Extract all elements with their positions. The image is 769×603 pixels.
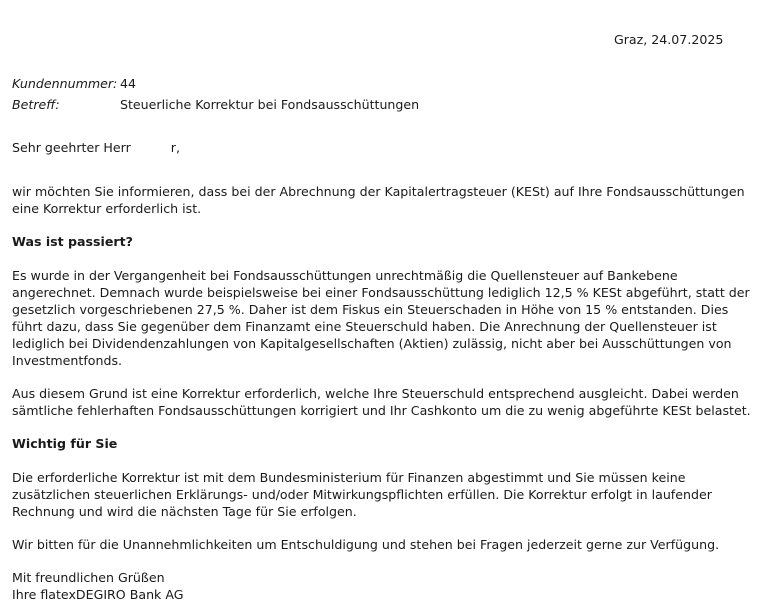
letter-body [12, 183, 752, 603]
customer-number-row [12, 73, 419, 94]
section-heading-important: Wichtig für Sie [12, 436, 118, 451]
subject-value: Steuerliche Korrektur bei Fondsausschüttungen [120, 97, 420, 112]
closing-signature: Ihre flatexDEGIRO Bank AG [12, 587, 184, 602]
salutation-prefix: Sehr geehrter Herr [12, 140, 131, 155]
intro-paragraph: wir möchten Sie informieren, dass bei der Abrechnung der Kapitalertragsteuer (KESt) auf Ihre Fondsausschüttungen eine Korrektur erforderlich ist. [12, 184, 745, 216]
subject-label: Betreff: [12, 97, 60, 112]
subject-row [12, 94, 419, 115]
section-heading-what-happened: Was ist passiert? [12, 234, 133, 249]
closing-greeting: Mit freundlichen Grüßen [12, 570, 165, 585]
closing-block [12, 569, 752, 603]
paragraph-correction: Aus diesem Grund ist eine Korrektur erforderlich, welche Ihre Steuerschuld entsprechend ausgleicht. Dabei werden sämtliche fehlerhaften Fondsausschüttungen korrigiert und Ihr Cashkonto um die zu wenig abgeführte KESt belastet. [12, 386, 751, 418]
letter-meta [12, 73, 419, 115]
place-date: Graz, 24.07.2025 [614, 32, 724, 47]
paragraph-explanation: Es wurde in der Vergangenheit bei Fondsausschüttungen unrechtmäßig die Quellensteuer auf Bankebene angerechnet. Demnach wurde beispielsweise bei einer Fondsausschüttung lediglich 12,5 % KESt abgeführt, statt der gesetzlich vorgeschriebenen 27,5 %. Daher ist dem Fiskus ein Steuerschaden in Höhe von 15 % entstanden. Dies führt dazu, dass Sie gegenüber dem Finanzamt eine Steuerschuld haben. Die Anrechnung der Quellensteuer ist lediglich bei Dividendenzahlungen von Kapitalgesellschaften (Aktien) zulässig, nicht aber bei Ausschüttungen von Investmentfonds. [12, 268, 750, 368]
redacted-name [133, 142, 171, 156]
salutation-suffix: r, [170, 140, 180, 155]
paragraph-apology: Wir bitten für die Unannehmlichkeiten um Entschuldigung und stehen bei Fragen jederzeit gerne zur Verfügung. [12, 537, 720, 552]
customer-number-value: 44 [120, 76, 137, 91]
salutation [12, 139, 180, 156]
paragraph-important: Die erforderliche Korrektur ist mit dem Bundesministerium für Finanzen abgestimmt und Sie müssen keine zusätzlichen steuerlichen Erklärungs- und/oder Mitwirkungspflichten erfüllen. Die Korrektur erfolgt in laufender Rechnung und wird die nächsten Tage für Sie erfolgen. [12, 470, 712, 519]
customer-number-label: Kundennummer: [12, 76, 118, 91]
